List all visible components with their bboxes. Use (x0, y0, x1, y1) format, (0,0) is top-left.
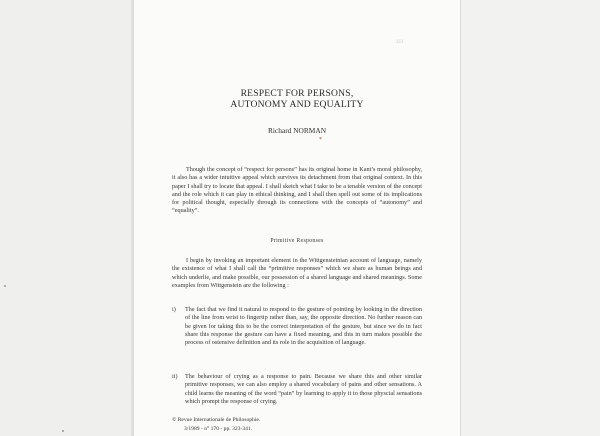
list-item-text: The fact that we find it natural to respond to the gesture of pointing by looking in the direction of the line from wrist to fingertip rather than, say, the opposite direction. No further reason can be given for taking this to be the correct interpretation of the gesture, but since we do in fact share this response the gesture can have a fixed meaning, and this in turn makes possible the process of ostensive definition and its role in the acquisition of language. (185, 306, 422, 347)
list-item-marker: i) (172, 306, 176, 313)
list-item-marker: ii) (172, 373, 178, 380)
journal-issue: 3/1989 - n° 170 - pp. 323-341. (184, 426, 253, 432)
article-title-line-2: AUTONOMY AND EQUALITY (230, 99, 364, 110)
right-scan-margin (461, 0, 600, 436)
journal-citation: © Revue Internationale de Philosophie. (172, 417, 261, 423)
article-title-line-1: RESPECT FOR PERSONS, (240, 88, 354, 99)
section-paragraph: I begin by invoking an important element in the Wittgensteinian account of language, namely the existence of what I shall call the “primitive responses” which we share as human beings and which underlie, and make possible, our possession of a shared language and shared meanings. Some examples from Wittgenstein are the following : (172, 257, 422, 289)
left-scan-margin (0, 0, 134, 436)
list-item (172, 373, 422, 406)
footnote-marker: * (319, 137, 322, 143)
section-heading: Primitive Responses (270, 238, 324, 244)
list-item-text: The behaviour of crying as a response to pain. Because we share this and other similar primitive responses, we can also employ a shared vocabulary of pains and other sensations. A child learns the meaning of the word “pain” by learning to apply it to those physcial sensations which prompt the response of crying. (185, 373, 422, 405)
author-name: Richard NORMAN (267, 126, 327, 135)
list-item (172, 306, 422, 347)
scan-speck (62, 430, 64, 432)
document-page (134, 0, 461, 436)
intro-paragraph: Though the concept of “respect for persons” has its original home in Kant’s moral philosophy, it also has a wider intuitive appeal which survives its detachment from that original context. In this paper I shall try to locate that appeal. I shall sketch what I take to be a tenable version of the concept and the role which it can play in ethical thinking, and I shall then spell out some of its implications for political thought, especially through its connections with the concepts of “autonomy” and “equality”. (172, 166, 422, 215)
scan-speck (4, 285, 6, 287)
page-number: 323 (395, 40, 403, 45)
